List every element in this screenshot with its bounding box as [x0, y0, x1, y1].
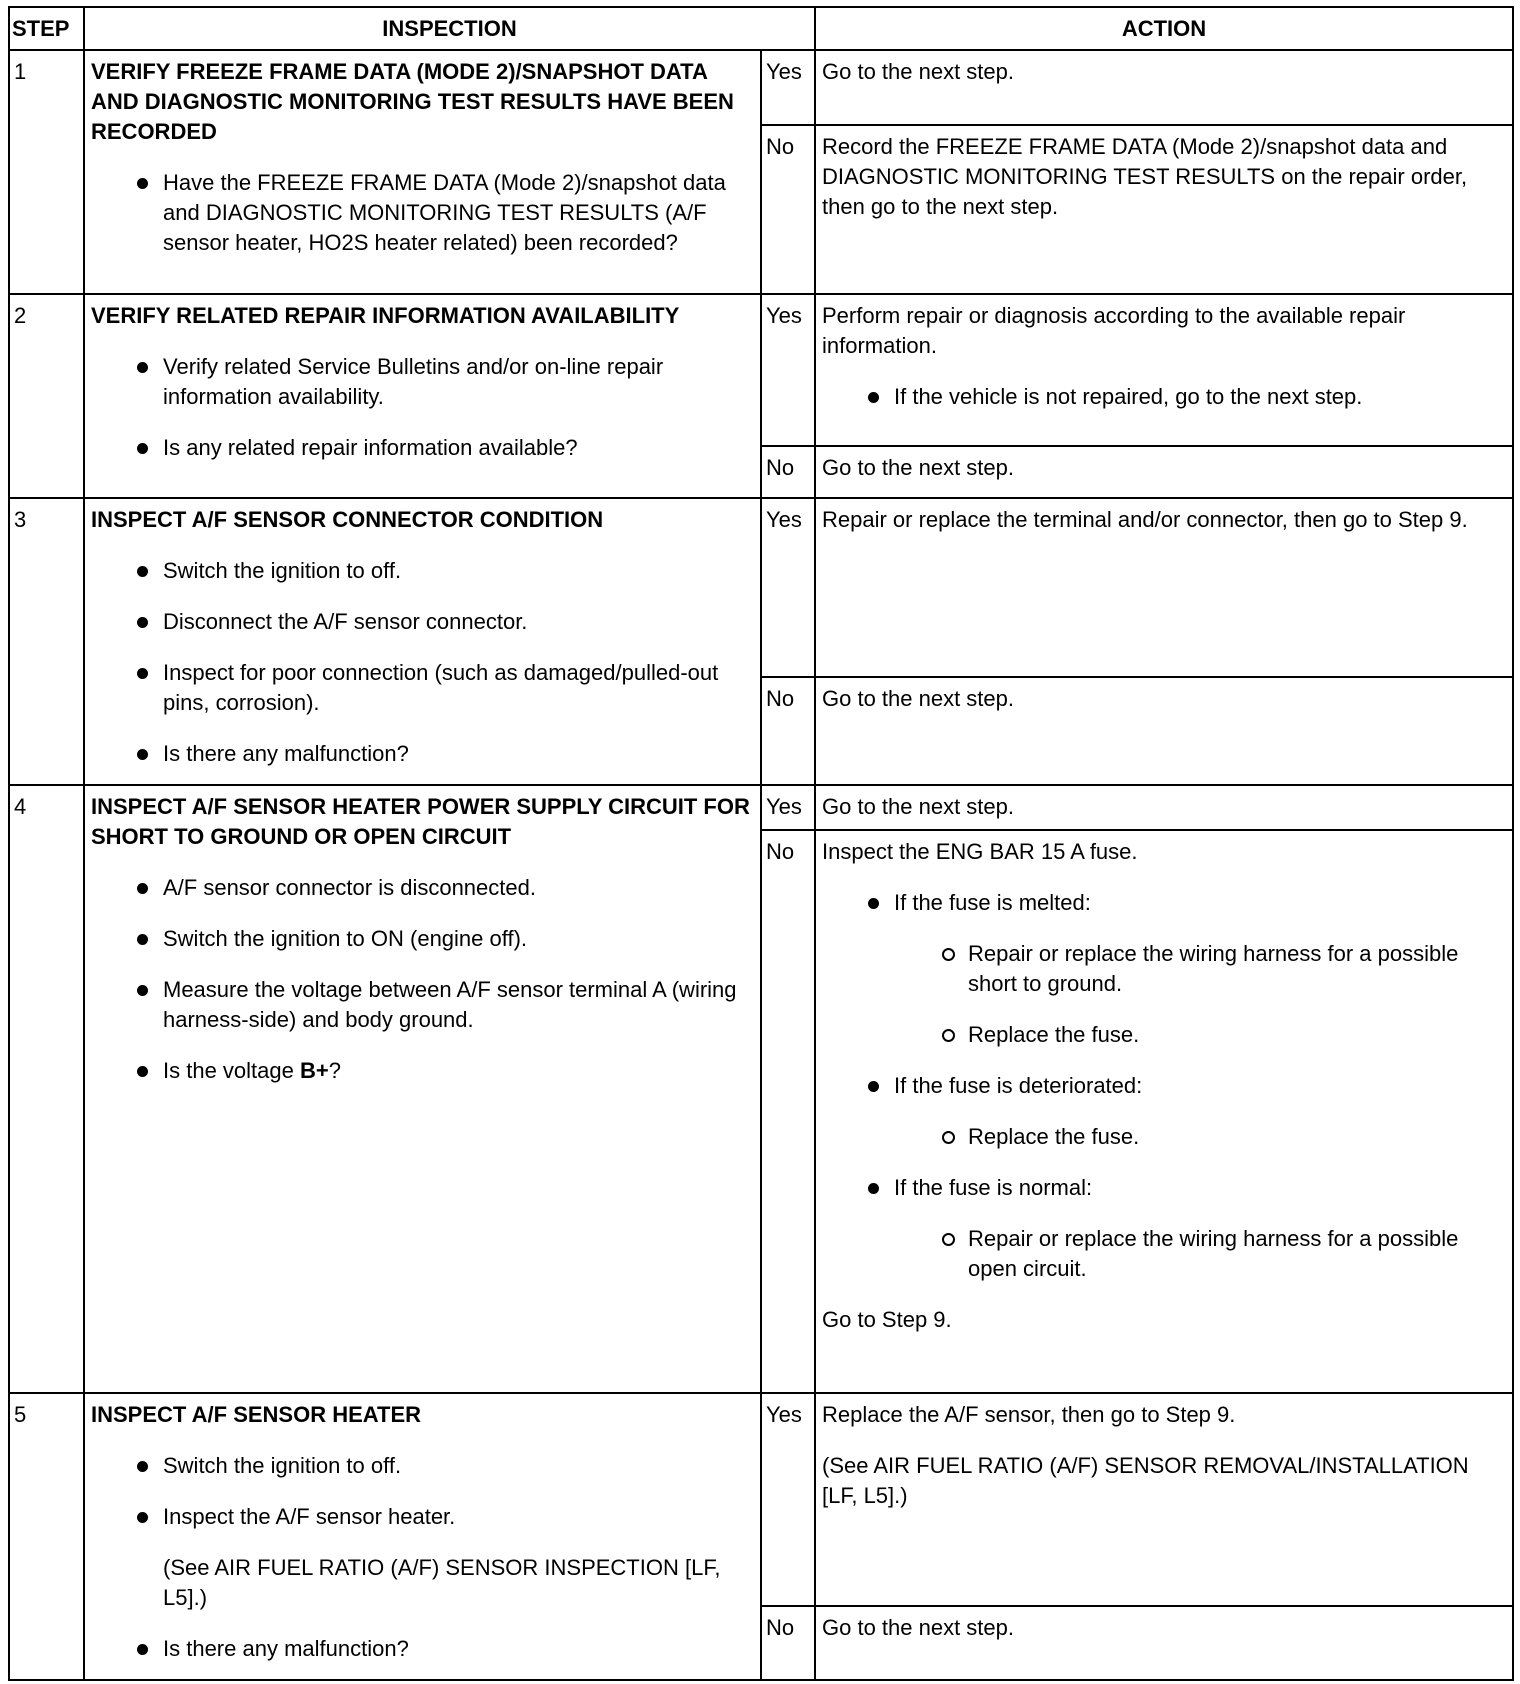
no-label: No — [761, 1606, 815, 1680]
no-label: No — [761, 446, 815, 498]
table-header-row — [9, 7, 1513, 50]
no-action: Go to the next step. — [815, 1606, 1513, 1680]
yes-action: Perform repair or diagnosis according to the available repair information. — [822, 302, 1406, 358]
step-number: 3 — [9, 498, 84, 785]
yes-action: Replace the A/F sensor, then go to Step 9. — [822, 1402, 1236, 1428]
step-3-yes-row — [9, 498, 1513, 677]
yes-label: Yes — [761, 294, 815, 447]
inspection-bullet: Switch the ignition to ON (engine off). — [91, 924, 752, 954]
step-5-yes-row — [9, 1393, 1513, 1605]
yes-action-reference: (See AIR FUEL RATIO (A/F) SENSOR REMOVAL/INSTALLATION [LF, L5].) — [822, 1453, 1469, 1509]
no-label: No — [761, 125, 815, 294]
inspection-bullet: Is there any malfunction? — [91, 1634, 752, 1664]
step-number: 1 — [9, 50, 84, 293]
yes-label: Yes — [761, 1393, 815, 1605]
no-label: No — [761, 677, 815, 784]
step-title: VERIFY FREEZE FRAME DATA (MODE 2)/SNAPSHOT DATA AND DIAGNOSTIC MONITORING TEST RESULTS HAVE BEEN RECORDED — [91, 59, 734, 145]
no-action: Go to the next step. — [815, 677, 1513, 784]
diagnostic-table — [8, 6, 1514, 1681]
action-bullet: If the fuse is normal: — [822, 1173, 1504, 1203]
step-title: INSPECT A/F SENSOR HEATER POWER SUPPLY CIRCUIT FOR SHORT TO GROUND OR OPEN CIRCUIT — [91, 793, 750, 849]
inspection-bullets — [91, 1451, 752, 1664]
action-bullets — [822, 382, 1504, 412]
bullet-text: ? — [328, 1057, 341, 1083]
yes-action: Repair or replace the terminal and/or connector, then go to Step 9. — [815, 498, 1513, 677]
yes-label: Yes — [761, 50, 815, 124]
no-action-goto: Go to Step 9. — [822, 1307, 952, 1333]
no-action-cell — [815, 830, 1513, 1393]
step-4-yes-row — [9, 785, 1513, 830]
step-number: 5 — [9, 1393, 84, 1680]
yes-label: Yes — [761, 498, 815, 677]
no-action: Record the FREEZE FRAME DATA (Mode 2)/snapshot data and DIAGNOSTIC MONITORING TEST RESULTS on the repair order, then go to the next step. — [815, 125, 1513, 294]
action-bullets — [822, 888, 1504, 1284]
no-action: Inspect the ENG BAR 15 A fuse. — [822, 839, 1138, 865]
inspection-bullets — [91, 352, 752, 463]
yes-action: Go to the next step. — [815, 785, 1513, 830]
inspection-bullet — [91, 1056, 752, 1086]
action-bullet: If the fuse is melted: — [822, 888, 1504, 918]
inspection-bullet: Inspect for poor connection (such as damaged/pulled-out pins, corrosion). — [91, 658, 752, 718]
step-title: INSPECT A/F SENSOR CONNECTOR CONDITION — [91, 506, 604, 532]
inspection-bullets — [91, 873, 752, 1086]
step-2-yes-row — [9, 294, 1513, 447]
inspection-bullet: Measure the voltage between A/F sensor terminal A (wiring harness-side) and body ground. — [91, 975, 752, 1035]
action-sub-bullet: Repair or replace the wiring harness for a possible short to ground. — [822, 939, 1504, 999]
step-5-inspection — [84, 1393, 761, 1680]
no-action: Go to the next step. — [815, 446, 1513, 498]
step-4-inspection — [84, 785, 761, 1394]
step-2-inspection — [84, 294, 761, 498]
yes-label: Yes — [761, 785, 815, 830]
no-label: No — [761, 830, 815, 1393]
action-sub-bullet: Replace the fuse. — [822, 1122, 1504, 1152]
inspection-bullet: Verify related Service Bulletins and/or on-line repair information availability. — [91, 352, 752, 412]
inspection-bullet: Is any related repair information available? — [91, 433, 752, 463]
bullet-text: Is the voltage — [163, 1057, 300, 1083]
inspection-bullet: Inspect the A/F sensor heater. — [91, 1502, 752, 1532]
action-bullet: If the fuse is deteriorated: — [822, 1071, 1504, 1101]
step-1-inspection — [84, 50, 761, 293]
inspection-bullet: A/F sensor connector is disconnected. — [91, 873, 752, 903]
step-1-yes-row — [9, 50, 1513, 124]
bplus-value: B+ — [299, 1057, 329, 1083]
inspection-reference: (See AIR FUEL RATIO (A/F) SENSOR INSPECTION [LF, L5].) — [163, 1555, 721, 1611]
action-bullet: If the vehicle is not repaired, go to the next step. — [822, 382, 1504, 412]
diagnostic-procedure-document — [8, 6, 1512, 1681]
inspection-bullets — [91, 168, 752, 258]
inspection-bullet: Switch the ignition to off. — [91, 1451, 752, 1481]
inspection-bullet: Switch the ignition to off. — [91, 556, 752, 586]
yes-action: Go to the next step. — [815, 50, 1513, 124]
inspection-bullet: Have the FREEZE FRAME DATA (Mode 2)/snapshot data and DIAGNOSTIC MONITORING TEST RESULTS (A/F sensor heater, HO2S heater related) been recorded? — [91, 168, 752, 258]
header-inspection: INSPECTION — [84, 7, 815, 50]
step-3-inspection — [84, 498, 761, 785]
inspection-bullet: Disconnect the A/F sensor connector. — [91, 607, 752, 637]
header-action: ACTION — [815, 7, 1513, 50]
inspection-bullets — [91, 556, 752, 769]
header-step: STEP — [9, 7, 84, 50]
step-number: 4 — [9, 785, 84, 1394]
action-sub-bullet: Repair or replace the wiring harness for a possible open circuit. — [822, 1224, 1504, 1284]
step-title: INSPECT A/F SENSOR HEATER — [91, 1402, 422, 1428]
step-title: VERIFY RELATED REPAIR INFORMATION AVAILABILITY — [91, 302, 680, 328]
inspection-bullet: Is there any malfunction? — [91, 739, 752, 769]
action-sub-bullet: Replace the fuse. — [822, 1020, 1504, 1050]
step-number: 2 — [9, 294, 84, 498]
yes-action-cell — [815, 294, 1513, 447]
yes-action-cell — [815, 1393, 1513, 1605]
